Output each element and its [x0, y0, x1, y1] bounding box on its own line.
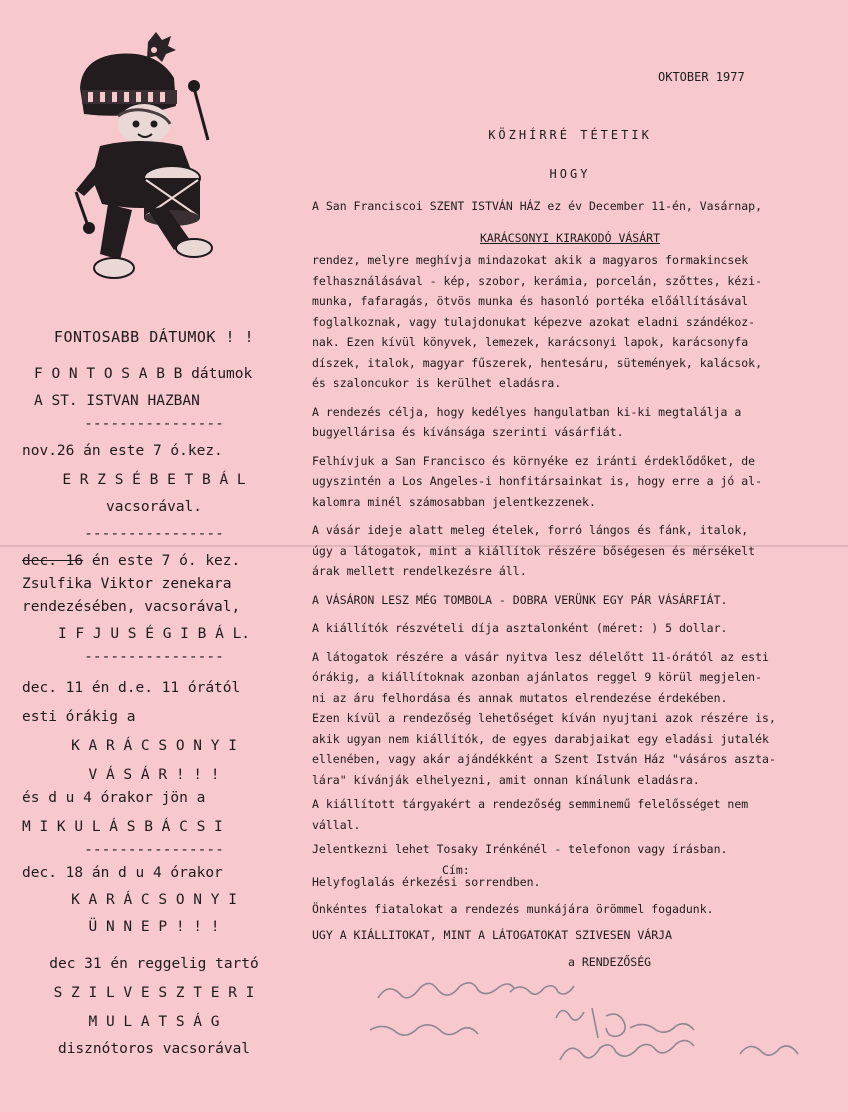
pencil-handwriting	[360, 968, 820, 1088]
paragraph	[312, 451, 812, 513]
text-line: A vásár ideje alatt meleg ételek, forró lángos és fánk, italok,	[312, 523, 749, 537]
closing-line: Helyfoglalás érkezési sorrendben.	[312, 875, 541, 889]
event-vasar-title-2: V Á S Á R ! ! !	[88, 767, 220, 783]
event-ifjusagi-note: rendezésében, vacsorával,	[22, 599, 241, 615]
text-line: bugyellárisa és kívánsága szerinti vásárfiát.	[312, 425, 624, 439]
event-vasar-date: dec. 11 én d.e. 11 órától	[22, 680, 241, 696]
document-title: KÖZHÍRRÉ TÉTETIK	[488, 128, 652, 142]
dates-subheading: F O N T O S A B B dátumok	[34, 366, 253, 382]
text-line: munka, fafaragás, ötvös munka és hasonló portéka előállításával	[312, 294, 749, 308]
event-szilveszter-date: dec 31 én reggelig tartó	[49, 956, 259, 972]
text-line: Ezen kívül a rendezőség lehetőséget kíván nyujtani azok részére is,	[312, 711, 776, 725]
event-szilveszter-subtitle: M U L A T S Á G	[88, 1014, 220, 1030]
event-erzsebet-note: vacsorával.	[105, 499, 203, 515]
divider: ----------------	[84, 526, 224, 542]
announcement-intro: A San Franciscoi SZENT ISTVÁN HÁZ ez év December 11-én, Vasárnap,	[312, 199, 763, 213]
text-line: és szaloncukor is kerülhet eladásra.	[312, 376, 562, 390]
event-unnep-date: dec. 18 án d u 4 órakor	[22, 865, 223, 881]
event-erzsebet-title: E R Z S É B E T B Á L	[62, 472, 246, 488]
paragraph	[312, 402, 812, 443]
event-erzsebet-date: nov.26 án este 7 ó.kez.	[22, 443, 223, 459]
dates-column	[22, 326, 286, 1061]
text-line: foglalkoznak, vagy tulajdonukat képezve azokat eladni szándékoz-	[312, 314, 756, 329]
announcement-body	[312, 250, 812, 880]
text-line: A látogatok részére a vásár nyitva lesz délelőtt 11-órától az esti	[312, 649, 769, 664]
paragraph	[312, 250, 812, 394]
crossed-out-date: dec. 16	[22, 553, 84, 569]
divider: ----------------	[84, 416, 224, 432]
text-line: kalomra minél számosabban jelentkezzenek.	[312, 494, 596, 509]
event-unnep-title-2: Ü N N E P ! ! !	[88, 919, 220, 935]
text-line: A rendezés célja, hogy kedélyes hangulatban ki-ki megtalálja a	[312, 404, 742, 419]
text-line: Jelentkezni lehet Tosaky Irénkénél - telefonon vagy írásban.	[312, 842, 728, 856]
closing-line: UGY A KIÁLLITOKAT, MINT A LÁTOGATOKAT SZIVESEN VÁRJA	[312, 928, 673, 942]
text-line: órákig, a kiállítoknak azonban ajánlatos reggel 9 körül megjelen-	[312, 670, 763, 684]
headline-text: KARÁCSONYI KIRAKODÓ VÁSÁRT	[479, 231, 660, 245]
document-subtitle: HOGY	[549, 167, 591, 181]
text-line: nak. Ezen kívül könyvek, lemezek, karácsonyi lapok, karácsonyfa	[312, 335, 749, 349]
text-line: díszek, italok, magyar fűszerek, hentesáru, sütemények, kalácsok,	[312, 355, 763, 370]
closing-lines	[312, 872, 812, 972]
text-line: akik ugyan nem kiállítók, de egyes darabjaikat egy eladási jutalék	[312, 731, 769, 746]
text-line: rendez, melyre meghívja mindazokat akik a magyaros formakincsek	[312, 253, 749, 267]
divider: ----------------	[84, 649, 224, 665]
paragraph	[312, 794, 812, 835]
text-line: ellenében, vagy akár ajándékként a Szent István Ház "vásáros aszta-	[312, 752, 776, 766]
paragraph	[312, 647, 812, 791]
text-line: úgy a látogatok, mint a kiállítok részére bőségesen és mérsékelt	[312, 543, 756, 558]
paragraph	[312, 618, 812, 639]
text-line: Felhívjuk a San Francisco és környéke ez iránti érdeklődőket, de	[312, 453, 756, 468]
dates-heading: FONTOSABB DÁTUMOK ! !	[53, 328, 255, 346]
text-line: A kiállítók részvételi díja asztalonként (méret: ) 5 dollar.	[312, 621, 728, 635]
text-line: A kiállított tárgyakért a rendezőség semminemű felelősséget nem	[312, 797, 749, 811]
drummer-doll-illustration	[62, 28, 222, 293]
venue-line: A ST. ISTVAN HAZBAN	[34, 393, 200, 409]
text-line: A VÁSÁRON LESZ MÉG TOMBOLA - DOBRA VERÜNK EGY PÁR VÁSÁRFIÁT.	[312, 592, 728, 607]
announcement-headline	[300, 231, 840, 245]
text-line: lára" kívánják elhelyezni, amit onnan kínálunk eladásra.	[312, 772, 700, 787]
closing-line: Önkéntes fiatalokat a rendezés munkájára örömmel fogadunk.	[312, 901, 714, 916]
text-line: ni az áru felhordása és annak mutatos elrendezése érdekében.	[312, 690, 728, 705]
address-label: Cím:	[442, 862, 470, 877]
text-line: vállal.	[312, 817, 361, 832]
signature-line: a RENDEZŐSÉG	[568, 954, 652, 969]
event-mikulas-title: M I K U L Á S B Á C S I	[22, 819, 223, 835]
document-date: OKTOBER 1977	[658, 70, 745, 84]
text-line: árak mellett rendelkezésre áll.	[312, 564, 527, 578]
event-vasar-title-1: K A R Á C S O N Y I	[71, 738, 237, 754]
text-line: ugyszintén a Los Angeles-i honfitársainkat is, hogy erre a jó al-	[312, 474, 763, 488]
paragraph	[312, 590, 812, 611]
text-line: felhasználásával - kép, szobor, kerámia, porcelán, szőttes, kézi-	[312, 273, 763, 288]
event-ifjusagi-date	[22, 550, 286, 573]
event-szilveszter-note: disznótoros vacsorával	[57, 1041, 251, 1057]
divider: ----------------	[84, 842, 224, 858]
event-szilveszter-title: S Z I L V E S Z T E R I	[53, 985, 255, 1001]
paragraph	[312, 520, 812, 582]
event-mikulas-time: és d u 4 órakor jön a	[22, 790, 206, 806]
event-time: én este 7 ó. kez.	[83, 553, 241, 569]
event-ifjusagi-title: I F J U S É G I B Á L.	[57, 626, 251, 642]
event-ifjusagi-band: Zsulfika Viktor zenekara	[22, 576, 232, 592]
event-vasar-time: esti órákig a	[22, 709, 136, 725]
event-unnep-title-1: K A R Á C S O N Y I	[71, 892, 237, 908]
